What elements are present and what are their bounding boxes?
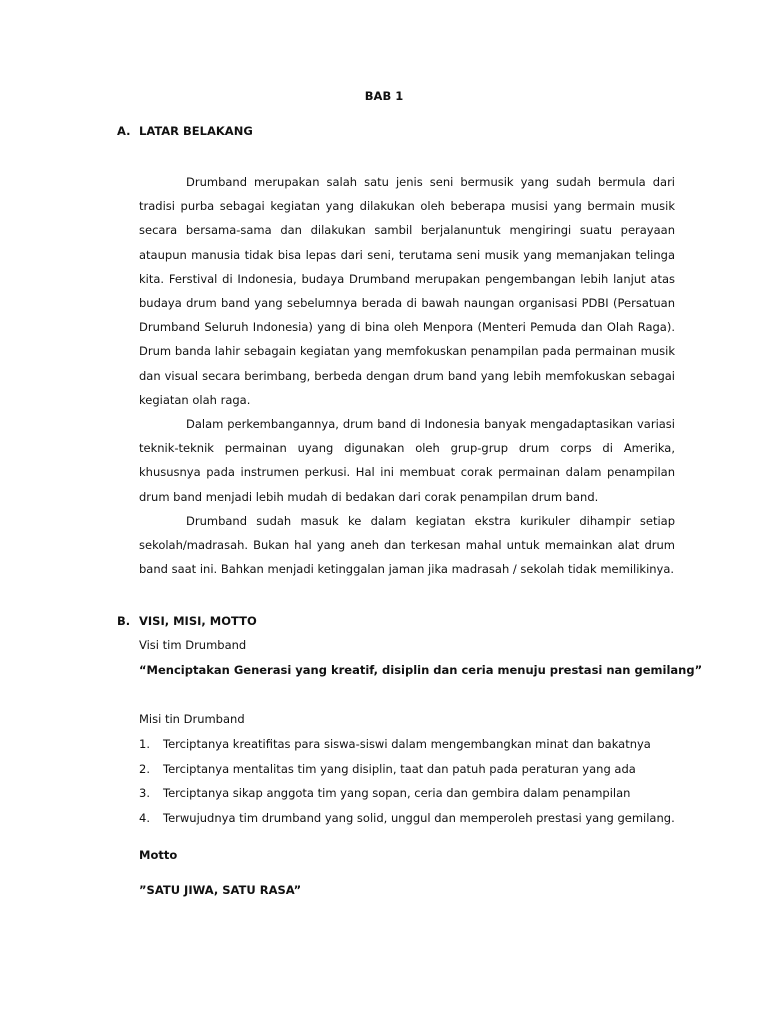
mission-item xyxy=(139,785,675,810)
section-a-title: LATAR BELAKANG xyxy=(139,124,253,138)
mission-text: Terwujudnya tim drumband yang solid, unggul dan memperoleh prestasi yang gemilang. xyxy=(163,810,675,825)
paragraph-3: Drumband sudah masuk ke dalam kegiatan ekstra kurikuler dihampir setiap sekolah/madrasah. Bukan hal yang aneh dan terkesan mahal untuk memainkan alat drum band saat ini. Bahkan menjadi ketinggalan jaman jika madrasah / sekolah tidak memilikinya. xyxy=(139,513,675,577)
motto-label: Motto xyxy=(139,848,178,862)
motto-text: ”SATU JIWA, SATU RASA” xyxy=(139,883,302,897)
mission-text: Terciptanya sikap anggota tim yang sopan, ceria dan gembira dalam penampilan xyxy=(163,786,631,800)
section-b-letter: B. xyxy=(117,614,131,628)
mission-text: Terciptanya kreatifitas para siswa-siswi dalam mengembangkan minat dan bakatnya xyxy=(163,737,651,751)
section-a-body xyxy=(139,170,675,581)
mission-item xyxy=(139,761,675,786)
paragraph-2: Dalam perkembangannya, drum band di Indonesia banyak mengadaptasikan variasi teknik-teknik permainan uyang digunakan oleh grup-grup drum corps di Amerika, khususnya pada instrumen perkusi. Hal ini membuat corak permainan dalam penampilan drum band menjadi lebih mudah di bedakan dari corak penampilan drum band. xyxy=(139,417,675,504)
section-b-title: VISI, MISI, MOTTO xyxy=(139,614,257,628)
mission-label: Misi tin Drumband xyxy=(139,712,245,726)
mission-item xyxy=(139,736,675,761)
mission-number: 4. xyxy=(139,810,150,825)
section-b-heading xyxy=(117,614,257,628)
section-a-heading xyxy=(117,124,253,138)
vision-text: “Menciptakan Generasi yang kreatif, disiplin dan ceria menuju prestasi nan gemilang” xyxy=(139,663,703,677)
section-a-letter: A. xyxy=(117,124,131,138)
mission-text: Terciptanya mentalitas tim yang disiplin, taat dan patuh pada peraturan yang ada xyxy=(163,761,636,776)
mission-number: 2. xyxy=(139,761,150,776)
vision-label: Visi tim Drumband xyxy=(139,638,247,652)
mission-list xyxy=(139,736,675,834)
paragraph-1: Drumband merupakan salah satu jenis seni bermusik yang sudah bermula dari tradisi purba sebagai kegiatan yang dilakukan oleh beberapa musisi yang bermain musik secara bersama-sama dan dilakukan sambil berjalanuntuk mengiringi suatu perayaan ataupun manusia tidak bisa lepas dari seni, terutama seni musik yang memanjakan telinga kita. Ferstival di Indonesia, budaya Drumband merupakan pengembangan lebih lanjut atas budaya drum band yang sebelumnya berada di bawah naungan organisasi PDBI (Persatuan Drumband Seluruh Indonesia) yang di bina oleh Menpora (Menteri Pemuda dan Olah Raga). Drum banda lahir sebagain kegiatan yang memfokuskan penampilan pada permainan musik dan visual secara berimbang, berbeda dengan drum band yang lebih memfokuskan sebagai kegiatan olah raga. xyxy=(139,175,675,407)
mission-number: 3. xyxy=(139,786,150,800)
mission-item xyxy=(139,810,675,835)
mission-number: 1. xyxy=(139,737,150,751)
chapter-title: BAB 1 xyxy=(364,89,404,103)
